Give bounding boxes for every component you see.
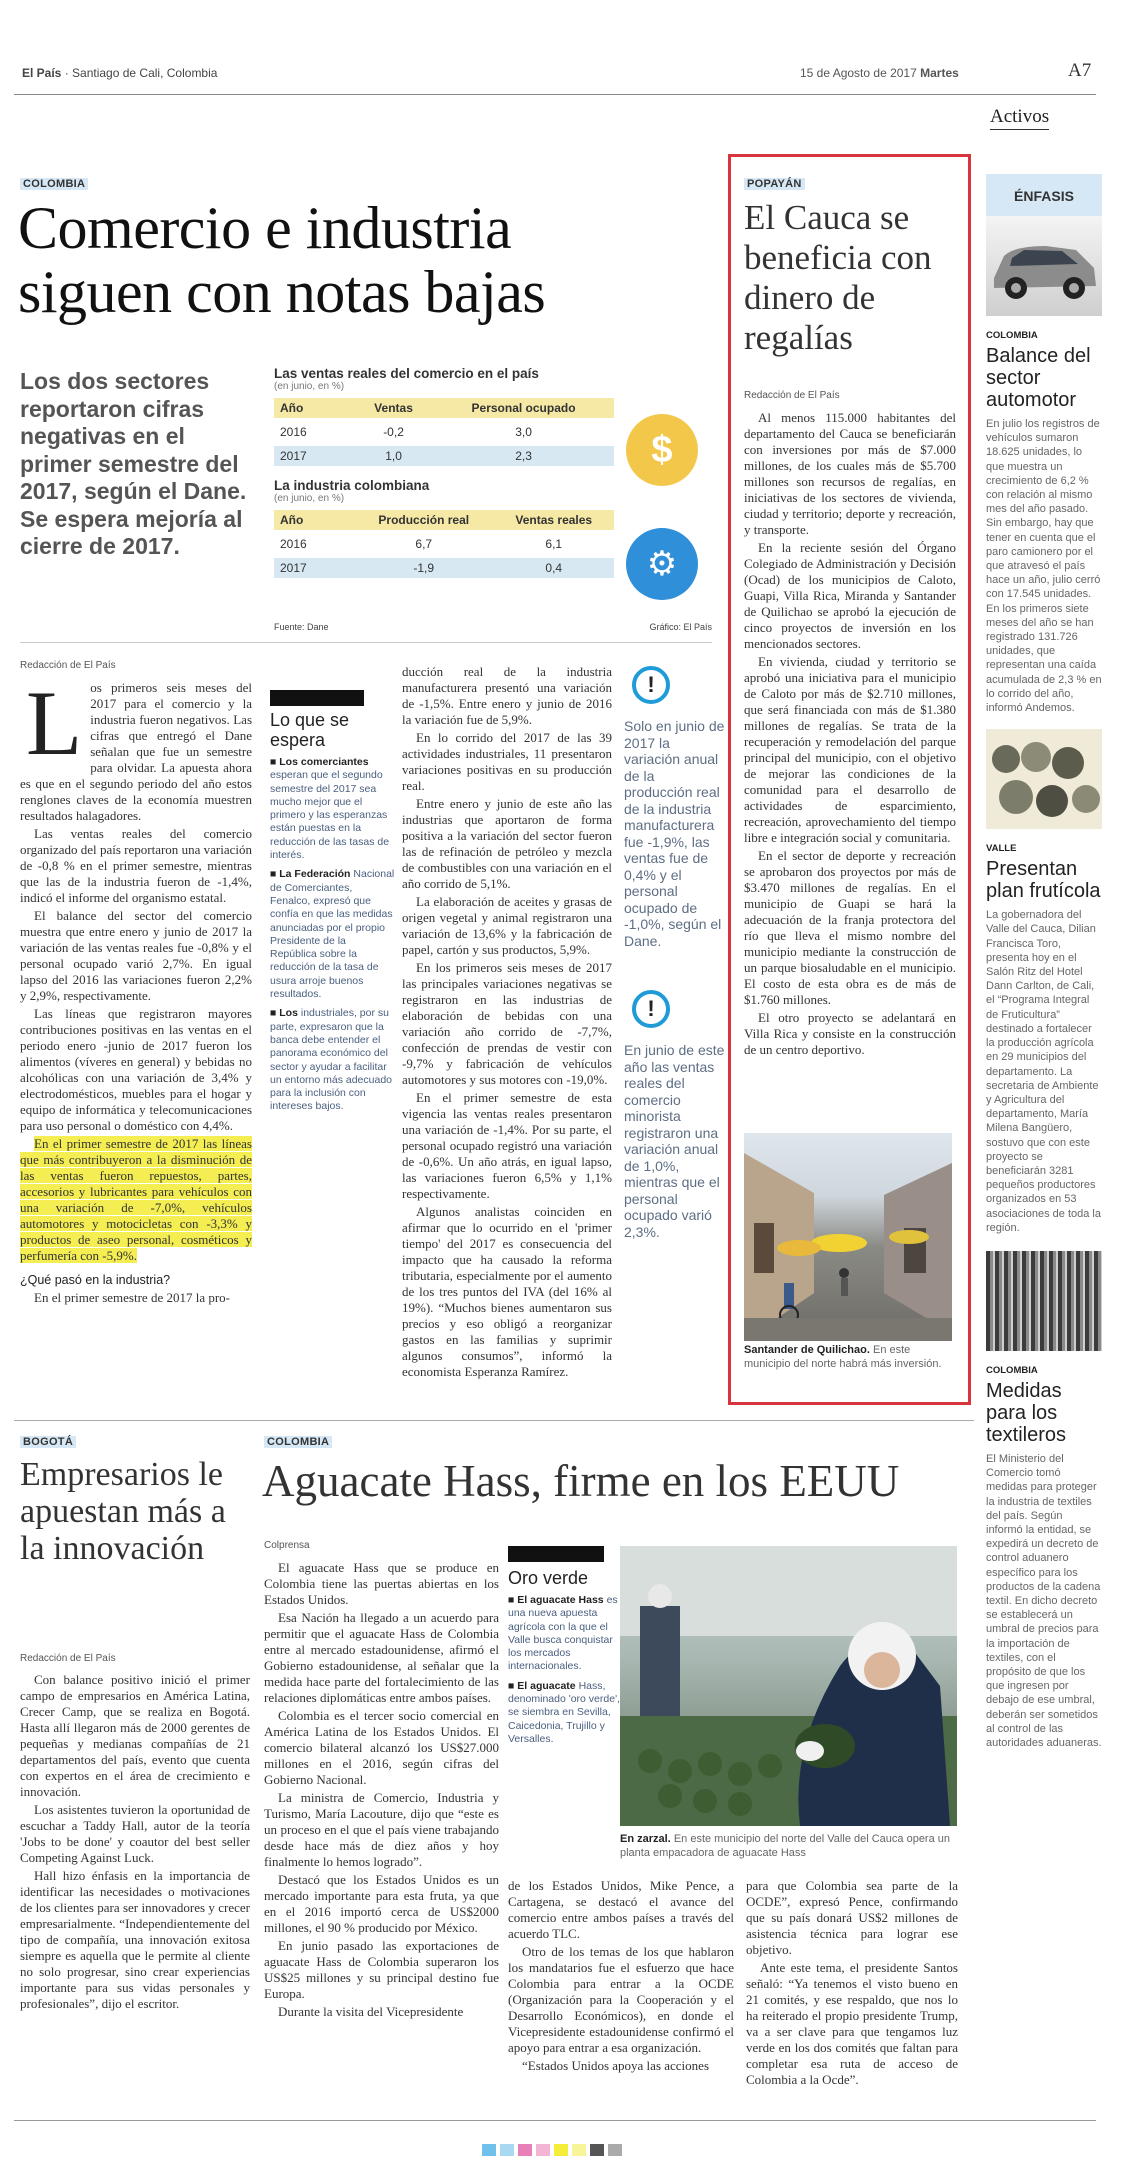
paragraph: En la reciente sesión del Órgano Colegiado de Administración y Decisión (Ocad) de los municipios de Caloto, Guapi, Villa Rica, Miranda y Santander de Quilichao se aprobó la ejecución de cinco proyectos de inversión en los mencionados sectores. [744,540,956,651]
brief-body [986,417,1102,715]
item-head: El aguacate [517,1679,576,1692]
brief-tag: COLOMBIA [986,330,1038,341]
paragraph: En el primer semestre de 2017 la pro- [34,1290,231,1305]
drop-cap: L [26,672,83,774]
paragraph: En vivienda, ciudad y territorio se aprobó una iniciativa para el municipio de Caloto por más de $2.710 millones, que será financiada con más de $1.380 millones de regalías. Se trata de la recuperación y remodelación del parque principal del municipio, con el objetivo de mejorar las condiciones de la comunidad para el desarrollo de actividades de esparcimiento, recreación, aprovechamiento del tiempo libre e integración social y comunitaria. [744,654,956,845]
paragraph: El Ministerio del Comercio tomó medidas para proteger la industria de textiles del país. Según informó la entidad, se expedirá un decreto de control aduanero específico para los productos de la cadena textil. En dicho decreto se establecerá un umbral de precios para la importación de textiles, con el propósito de que los que ingresen por debajo de ese umbral, deberán ser sometidos al control de las autoridades aduaneras. [986,1452,1102,1749]
cell: 2016 [280,537,307,551]
byline: Redacción de El País [20,660,116,671]
paragraph: El balance del sector del comercio muestra que entre enero y junio de 2017 la variación de las ventas reales fue -0,8% y el personal ocupado varió 2,7%. En igual lapso del 2016 las variaciones fueron 2,2% y 2,9%, respectivamente. [20,908,252,1003]
masthead-left: El País · Santiago de Cali, Colombia [22,66,218,80]
footer-rule [14,2120,1096,2121]
quote-text: Solo en junio de 2017 la variación anual de la producción real de la industria manufacturera fue -1,9%, las ventas fue de 0,4% y el personal ocupado de -1,0%, según el Dane. [624,718,725,949]
box-item: ■ Los industriales, por su parte, expresaron que la banca debe entender el panorama económico del sector y ayudar a facilitar un entorno más adecuado para la inclusión con intereses bajos. [270,1007,393,1113]
cell: 2,3 [433,446,614,466]
highlighted-paragraph [20,1136,252,1264]
lo-que-se-espera [270,690,395,1114]
masthead-date [800,66,959,80]
brief-title: Balance del sector automotor [986,345,1091,411]
gears-icon: ⚙ [626,528,698,600]
enfasis-title: ÉNFASIS [986,174,1102,216]
headline-line-1: Comercio e industria [18,195,512,261]
table-comercio [274,394,614,470]
photo-caption [744,1343,954,1371]
item-text: Nacional de Comerciantes, Fenalco, expresó que confía en que las medidas anunciadas por el propio Presidente de la República sobre la reducción de la tasa de usura arroje buenos resultados. [270,868,395,1001]
quote-text: En junio de este año las ventas reales del comercio minorista registraron una variación anual de 1,0%, mientras que el personal ocupado varió 2,3%. [624,1042,725,1240]
swatch [536,2144,550,2156]
cell: 2017 [274,558,354,578]
paragraph: En lo corrido del 2017 de las 39 actividades industriales, 11 presentaron variaciones positivas en su producción real. [402,730,612,793]
cell: 6,1 [545,537,563,551]
bogota-headline: Empresarios le apuestan más a la innovación [20,1456,226,1567]
cell: 2016 [280,425,307,439]
paragraph: Las líneas que registraron mayores contribuciones positivas en las ventas en el periodo enero -junio de 2017 fueron los alimentos (víveres en general) y bebidas no alcohólicas con una variación de 3,4% y electrodomésticos, muebles para el hogar y equipo de informática y telecomunicaciones para uso personal o doméstico con 4,4%. [20,1006,252,1133]
paragraph: El aguacate Hass que se produce en Colombia tiene las puertas abiertas en los Estados Unidos. [264,1560,499,1607]
car-photo [986,216,1102,316]
paragraph: os primeros seis meses del 2017 para el comercio y la industria fueron negativos. Las cifras que entregó el Dane señalan que fue un semestre para olvidar. La apuesta ahora es que en el segundo periodo del año estos renglones claves de la economía muestren resultados halagadores. [20,680,252,823]
caption-text: En este municipio del norte habrá más inversión. [744,1344,942,1370]
avocado-photo [620,1546,957,1826]
box-bar [508,1546,604,1562]
table-industria [274,506,614,582]
paragraph: En julio los registros de vehículos sumaron 18.625 unidades, lo que muestra un crecimiento de 6,2 % con relación al mismo mes del año pasado. Sin embargo, hay que tener en cuenta que el paro camionero por el que atravesó el país hace un año, julio cerró con 17.545 unidades. En los primeros siete meses del año se han registrado 131.726 unidades, que representan una caída acumulada de 2,3 % en lo corrido del año, informó Andemos. [986,418,1102,715]
infographic-rule [20,642,712,643]
box-item: ■ Los comerciantes esperan que el segundo semestre del 2017 sea mucho mejor que el primero y las esperanzas están puestas en la reducción de las tasas de interés. [270,756,390,862]
paragraph: Hall hizo énfasis en la importancia de identificar las necesidades o motivaciones de los clientes para ser innovadores y crecer empresarialmente. “Independientemente del tipo de compañía, una innovación exitosa siempre es aquella que le permite al cliente no solo progresar, sino crear experiencias importante para sus vidas personales y profesionales”, dijo el escritor. [20,1868,250,2011]
date: 15 de Agosto de 2017 [800,66,917,80]
paragraph: ducción real de la industria manufacturera presentó una variación de -1,5%. Entre enero y junio de 2016 la variación fue de 5,9%. [402,664,612,727]
swatch [554,2144,568,2156]
cell: 2017 [274,446,354,466]
item-head: El aguacate Hass [517,1594,604,1606]
avocado-caption [620,1832,960,1860]
box-item: ■ La Federación Nacional de Comerciantes, Fenalco, expresó que confía en que las medidas anunciadas por el propio Presidente de la República sobre la reducción de la tasa de usura arroje buenos resultados. [270,868,395,1001]
paragraph: Otro de los temas de los que hablaron los mandatarios fue el esfuerzo que hace Colombia para entrar a la OCDE (Organización para la Cooperación y el Desarrollo Económicos), en donde el Vicepresidente estadounidense confirmó el apoyo para entrar a esa organización. [508,1944,734,2055]
swatch [572,2144,586,2156]
swatch [500,2144,514,2156]
col-head: Año [274,510,354,530]
box-bar [270,690,364,706]
infographic-credit: Gráfico: El País [649,622,712,632]
table2-subtitle: (en junio, en %) [274,493,345,504]
swatch [482,2144,496,2156]
paragraph: En el sector de deporte y recreación se aprobaron dos proyectos por más de $3.470 millones de regalías. En el municipio de Guapi se hará la adecuación de la franja protectora del río que lleva el mismo nombre del municipio mediante la construcción de un parque biosaludable en el municipio. El costo de esta obra es de más de $1.760 millones. [744,848,956,1007]
bogota-byline: Redacción de El País [20,1653,116,1664]
box-item: ■ El aguacate Hass es una nueva apuesta agrícola con la que el Valle busca conquistar los mercados internacionales. [508,1594,618,1673]
paragraph: Las ventas reales del comercio organizado del país reportaron una variación de -0,8 % en el primer semestre, mientras que las de la industria fueron de -1,4%, indicó el informe del organismo estatal. [20,826,252,905]
coin-icon: $ [626,414,698,486]
paragraph: En junio pasado las exportaciones de aguacate Hass de Colombia superaron los US$25 millones y su principal destino fue Europa. [264,1938,499,2001]
bogota-body [20,1672,250,2014]
paragraph: Ante este tema, el presidente Santos señaló: “Ya tenemos el visto bueno en 21 comités, y ese respaldo, que nos lo ha reiterado el propio presidente Trump, va a ser clave para que tengamos luz verde en los dos comités que faltan para completar esa ruta de acceso de Colombia a la Ocde”. [746,1960,958,2087]
paragraph: La elaboración de aceites y grasas de origen vegetal y animal registraron una variación de 13,6% y la fabricación de papel, cartón y sus productos, 5,9%. [402,894,612,957]
brief-title: Medidas para los textileros [986,1379,1067,1446]
paragraph: Durante la visita del Vicepresidente [278,2004,464,2019]
popayan-body [744,410,956,1060]
paragraph: Con balance positivo inició el primer campo de empresarios en América Latina, Crecer Camp, que se realiza en Bogotá. Hasta allí llegaron más de 2000 gerentes de pequeñas y medianas compañías de 21 departamentos del país, evento que cuenta con expertos en el área de crecimiento e innovación. [20,1672,250,1799]
packing-plant-scene [620,1546,957,1826]
col-head: Producción real [354,510,493,530]
aguacate-col-2 [508,1878,734,2076]
exclamation-icon: ! [632,666,670,704]
paragraph: Los asistentes tuvieron la oportunidad de escuchar a Taddy Hall, autor de la teoría 'Jobs to be done' y coautor del best seller Competing Against Luck. [20,1802,250,1865]
section-tag: COLOMBIA [264,1436,332,1448]
brief-tag: COLOMBIA [986,1364,1038,1376]
popayan-byline: Redacción de El País [744,390,840,401]
cell: 3,0 [515,425,532,439]
deck: Los dos sectores reportaron cifras negativas en el primer semestre del 2017, según el Dane. Se espera mejoría al cierre de 2017. [20,368,247,559]
subheading: ¿Qué pasó en la industria? [20,1273,171,1287]
paragraph: Entre enero y junio de este año las industrias que aportaron de forma positiva a la variación del sector fueron las de refinación de petróleo y mezcla de combustibles con una variación en el año corrido de 5,1%. [402,796,612,891]
brief-tag: VALLE [986,843,1017,855]
table1-title: Las ventas reales del comercio en el país [274,366,539,381]
section-label: Activos [990,106,1049,130]
aguacate-headline: Aguacate Hass, firme en los EEUU [262,1456,900,1506]
paragraph: El otro proyecto se adelantará en Villa Rica y consiste en la construcción de un centro deportivo. [744,1010,956,1057]
main-col-3 [402,664,612,1382]
page-number: A7 [1068,60,1092,81]
item-text: industriales, por su parte, expresaron que la banca debe entender el panorama económico del sector y ayudar a facilitar un entorno más adecuado para la inclusión con intereses bajos. [270,1007,393,1113]
brief-body [986,1452,1102,1750]
oro-verde-box [508,1546,620,1746]
paper-name: El País [22,66,62,80]
quote-box-1 [624,666,726,949]
item-head: Los comerciantes [279,756,369,768]
enfasis-sidebar [986,174,1102,1750]
main-headline [18,196,545,324]
col-head: Personal ocupado [433,398,614,418]
cell: 0,4 [493,558,614,578]
paragraph: Esa Nación ha llegado a un acuerdo para permitir que el aguacate Hass de Colombia entre al mercado estadounidense, afirmó el Gobierno estadounidense, al señalar que la medida hace parte del fortalecimiento de las relaciones diplomáticas entre ambos países. [264,1610,499,1705]
cell: -0,2 [383,425,404,439]
section-tag: BOGOTÁ [20,1436,76,1448]
cell: 1,0 [354,446,433,466]
item-head: Los [279,1007,298,1020]
item-text: es una nueva apuesta agrícola con la que el Valle busca conquistar los mercados internacionales. [508,1594,618,1673]
paragraph: Al menos 115.000 habitantes del departamento del Cauca se beneficiarán con inversiones por más de $7.000 millones, de los cuales más de $5.700 millones son recursos de regalías, en iniciativas de los sectores de vivienda, ciudad y territorio; deporte y recreación, y transporte. [744,410,956,537]
col-head: Ventas reales [493,510,614,530]
paragraph: de los Estados Unidos, Mike Pence, a Cartagena, se destacó el avance del comercio entre ambos países a través del acuerdo TLC. [508,1878,734,1941]
color-registration-bar [482,2144,622,2156]
cell: 6,7 [415,537,433,551]
box-item: ■ El aguacate Hass, denominado 'oro verde', se siembra en Sevilla, Caicedonia, Trujillo y Versalles. [508,1679,620,1745]
aguacate-col-1 [264,1560,499,2022]
box-title: Lo que se espera [270,710,350,750]
item-head: La Federación [279,868,351,881]
item-text: esperan que el segundo semestre del 2017 sea mucho mejor que el primero y las esperanzas están puestas en la reducción de las tasas de interés. [270,769,390,862]
paragraph: Destacó que los Estados Unidos es un mercado importante para esta fruta, ya que en el 2016 importó cerca de US$2000 millones, el 90 % producido por México. [264,1872,499,1935]
popayan-headline: El Cauca se beneficia con dinero de regalías [744,198,932,357]
table2-title: La industria colombiana [274,478,430,493]
brief-body [986,908,1102,1235]
caption-lead: Santander de Quilichao. [744,1344,870,1356]
item-text: Hass, denominado 'oro verde', se siembra en Sevilla, Caicedonia, Trujillo y Versalles. [508,1679,620,1745]
paragraph: En los primeros seis meses de 2017 las principales variaciones negativas se registraron en las industrias de elaboración de bebidas con una variación año corrido de -7,7%, confección de prendas de vestir con -9,7% y fabricación de vehículos automotores y sus motores con -19,0%. [402,960,612,1087]
cell: -1,9 [354,558,493,578]
brief-title: Presentan plan frutícola [986,858,1101,903]
fruit-icon [986,729,1102,829]
exclamation-icon: ! [632,990,670,1028]
table1-subtitle: (en junio, en %) [274,381,345,392]
section-tag: COLOMBIA [20,178,88,190]
textile-photo [986,1251,1102,1351]
car-icon [986,216,1102,316]
aguacate-col-3 [746,1878,958,2090]
bottom-rule [14,1420,974,1421]
paragraph: “Estados Unidos apoya las acciones [522,2058,710,2073]
paragraph: En el primer semestre de esta vigencia las ventas reales presentaron una variación de -1,4%. Por su parte, el personal ocupado registró una variación de -0,6%. Un año atrás, en igual lapso, las variaciones fueron 6,5% y 1,1% respectivamente. [402,1090,612,1201]
infographic [274,366,712,638]
col-head: Ventas [354,398,433,418]
quote-box-2 [624,990,726,1240]
paragraph: Algunos analistas coinciden en afirmar que lo ocurrido en el 'primer tiempo' del 2017 es consecuencia del impacto que ha causado la reforma tributaria, especialmente por el aumento de los tres puntos del IVA (del 16% al 19%). “Muchos bienes aumentaron sus precios y eso obligó a reorganizar gastos en las familias y suprimir algunos consumos”, informó la economista Esperanza Ramírez. [402,1204,612,1379]
fruit-photo [986,729,1102,829]
headline-line-2: siguen con notas bajas [18,259,546,325]
aguacate-byline: Colprensa [264,1540,310,1551]
header-rule [14,94,1096,95]
weekday: Martes [920,66,959,80]
highlight: En el primer semestre de 2017 las líneas que más contribuyeron a la disminución de las ventas fueron repuestos, partes, accesorios y lubricantes para vehículos con una variación de -7,0%, vehículos automotores y motocicletas con -3,3% y productos de aseo personal, cosméticos y perfumería con -5,9%. [20,1136,252,1263]
caption-lead: En zarzal. [620,1833,671,1845]
section-tag: POPAYÁN [744,178,805,190]
paragraph: Colombia es el tercer socio comercial en América Latina de los Estados Unidos. El comercio bilateral alcanzó los US$27.000 millones en el 2016, según cifras del Gobierno Nacional. [264,1708,499,1787]
paragraph: La gobernadora del Valle del Cauca, Dilian Francisca Toro, presenta hoy en el Salón Ritz del Hotel Dann Carlton, de Cali, el “Programa Integral de Fruticultura” destinado a fortalecer la producción agrícola en 29 municipios del departamento. La secretaria de Ambiente y Agricultura del departamento, María Milena Bangüero, sostuvo que con este proyecto se beneficiarán 3281 pequeños productores organizados en 53 asociaciones de toda la región. [986,909,1101,1234]
swatch [518,2144,532,2156]
infographic-source: Fuente: Dane [274,622,329,632]
paragraph: para que Colombia sea parte de la OCDE”, expresó Pence, confirmando que su país donará US$2 millones de asistencia técnica para lograr ese objetivo. [746,1878,958,1957]
swatch [590,2144,604,2156]
caption-text: En este municipio del norte del Valle del Cauca opera un planta empacadora de aguacate Hass [620,1833,951,1859]
swatch [608,2144,622,2156]
street-photo [744,1133,952,1341]
city: Santiago de Cali, Colombia [72,66,218,80]
col-head: Año [274,398,354,418]
paragraph: La ministra de Comercio, Industria y Turismo, María Lacouture, dijo que “este es un proceso en el que el país viene trabajando desde hace más de diez años y hoy finalmente lo hemos logrado”. [264,1790,499,1869]
main-col-1 [20,672,252,1308]
street-scene [744,1133,952,1341]
box-title: Oro verde [508,1568,589,1588]
